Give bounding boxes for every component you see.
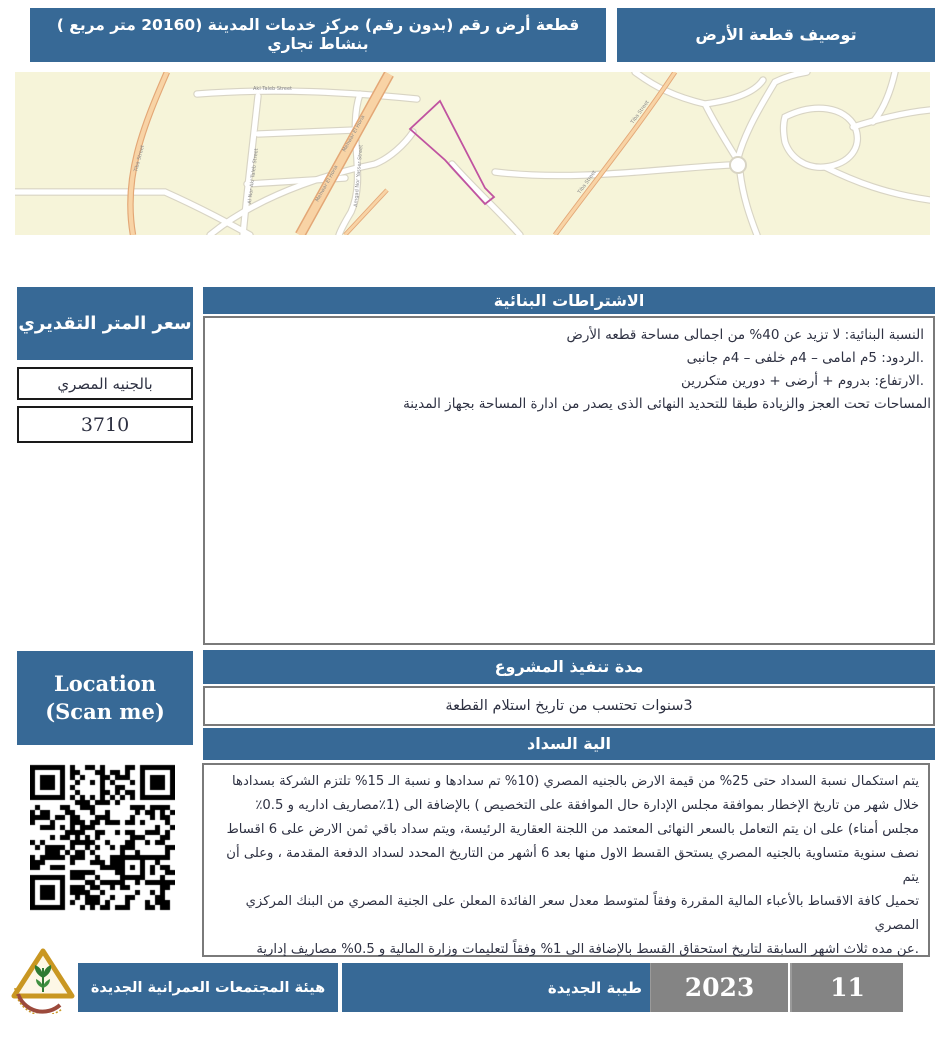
location-map: [15, 72, 930, 235]
document-title: توصيف قطعة الأرض: [617, 8, 935, 62]
payment-line: خلال شهر من تاريخ الإخطار بموافقة مجلس الإدارة حال الموافقة على التخصيص ) بالإضافة الى (1٪مصاريف اداريه و 0.5٪: [255, 798, 919, 813]
duration-value: 3سنوات تحتسب من تاريخ استلام القطعة: [203, 686, 935, 726]
authority-logo: [10, 948, 76, 1014]
condition-line: المساحات تحت العجز والزيادة طبقا للتحديد النهائى الذى يصدر من ادارة المساحة بجهاز المدينة: [403, 396, 931, 412]
footer-city: طيبة الجديدة: [342, 963, 650, 1012]
condition-line: النسبة البنائية: لا تزيد عن 40% من اجمالى مساحة قطعه الأرض: [566, 327, 924, 343]
footer-page-number: 11: [790, 963, 903, 1012]
duration-title: مدة تنفيذ المشروع: [203, 650, 935, 684]
street-label: Mehwar El Horia: [341, 114, 367, 153]
map-canvas: [15, 72, 930, 235]
payment-title: الية السداد: [203, 728, 935, 760]
plot-description: قطعة أرض رقم (بدون رقم) مركز خدمات المدينة (20160 متر مربع ) بنشاط تجاري: [30, 8, 606, 62]
condition-line: .الارتفاع: بدروم + أرضى + دورين متكررين: [680, 373, 924, 389]
payment-line: تحميل كافة الاقساط بالأعباء المالية المقررة وفقاً لمتوسط معدل سعر الفائدة المعلن على الجنية المصري من البنك المركزي المصري: [245, 894, 919, 933]
payment-line: نصف سنوية متساوية بالجنيه المصري يستحق القسط الاول منها بعد 6 أشهر من التاريخ المحدد لسداد الدفعة المقدمة ، وعلى أن يتم: [226, 846, 919, 885]
authority-logo-icon: [10, 948, 76, 1014]
payment-box: [202, 763, 930, 957]
street-label: Al Nor Akl Taleb Street: [247, 148, 260, 205]
street-label: Tiba Street: [133, 144, 147, 173]
roundabout: [730, 157, 746, 173]
condition-line: .الردود: 5م امامى – 4م خلفى – 4م جانبى: [686, 350, 924, 366]
payment-line: يتم استكمال نسبة السداد حتى 25% من قيمة الارض بالجنيه المصري (10% تم سدادها و نسبة الـ 15% تلتزم الشركة بسدادها: [232, 774, 919, 789]
building-conditions-title: الاشتراطات البنائية: [203, 287, 935, 314]
building-conditions-box: [203, 316, 935, 645]
footer-authority: هيئة المجتمعات العمرانية الجديدة: [78, 963, 338, 1012]
price-value: 3710: [17, 406, 193, 443]
location-label-line2: (Scan me): [45, 699, 165, 724]
street-label: Akl Taleb Street: [253, 86, 293, 92]
price-currency: بالجنيه المصري: [17, 367, 193, 400]
street-label: Mehwar El Horia: [314, 164, 340, 203]
location-panel: [17, 651, 193, 745]
footer-year: 2023: [650, 963, 788, 1012]
location-label-line1: Location: [53, 670, 157, 696]
street-label: Tiba Street: [629, 99, 651, 126]
payment-line: .عن مده ثلاث اشهر السابقة لتاريخ استحقاق القسط بالإضافة الى 1% وفقاً لتعليمات وزارة المالية و 0.5% مصاريف إدارية: [256, 942, 919, 957]
payment-line: مجلس أمناء) على ان يتم التعامل بالسعر النهائى المعتمد من اللجنة العقارية الرئيسة، ويتم سداد باقي ثمن الارض على 6 اقساط: [226, 822, 919, 837]
price-panel-title: سعر المتر التقديري: [17, 287, 193, 360]
street-label: Amgad Nor Yasser Street: [353, 144, 365, 208]
street-label: Tiba Street: [576, 169, 598, 196]
qr-code: [30, 763, 175, 913]
